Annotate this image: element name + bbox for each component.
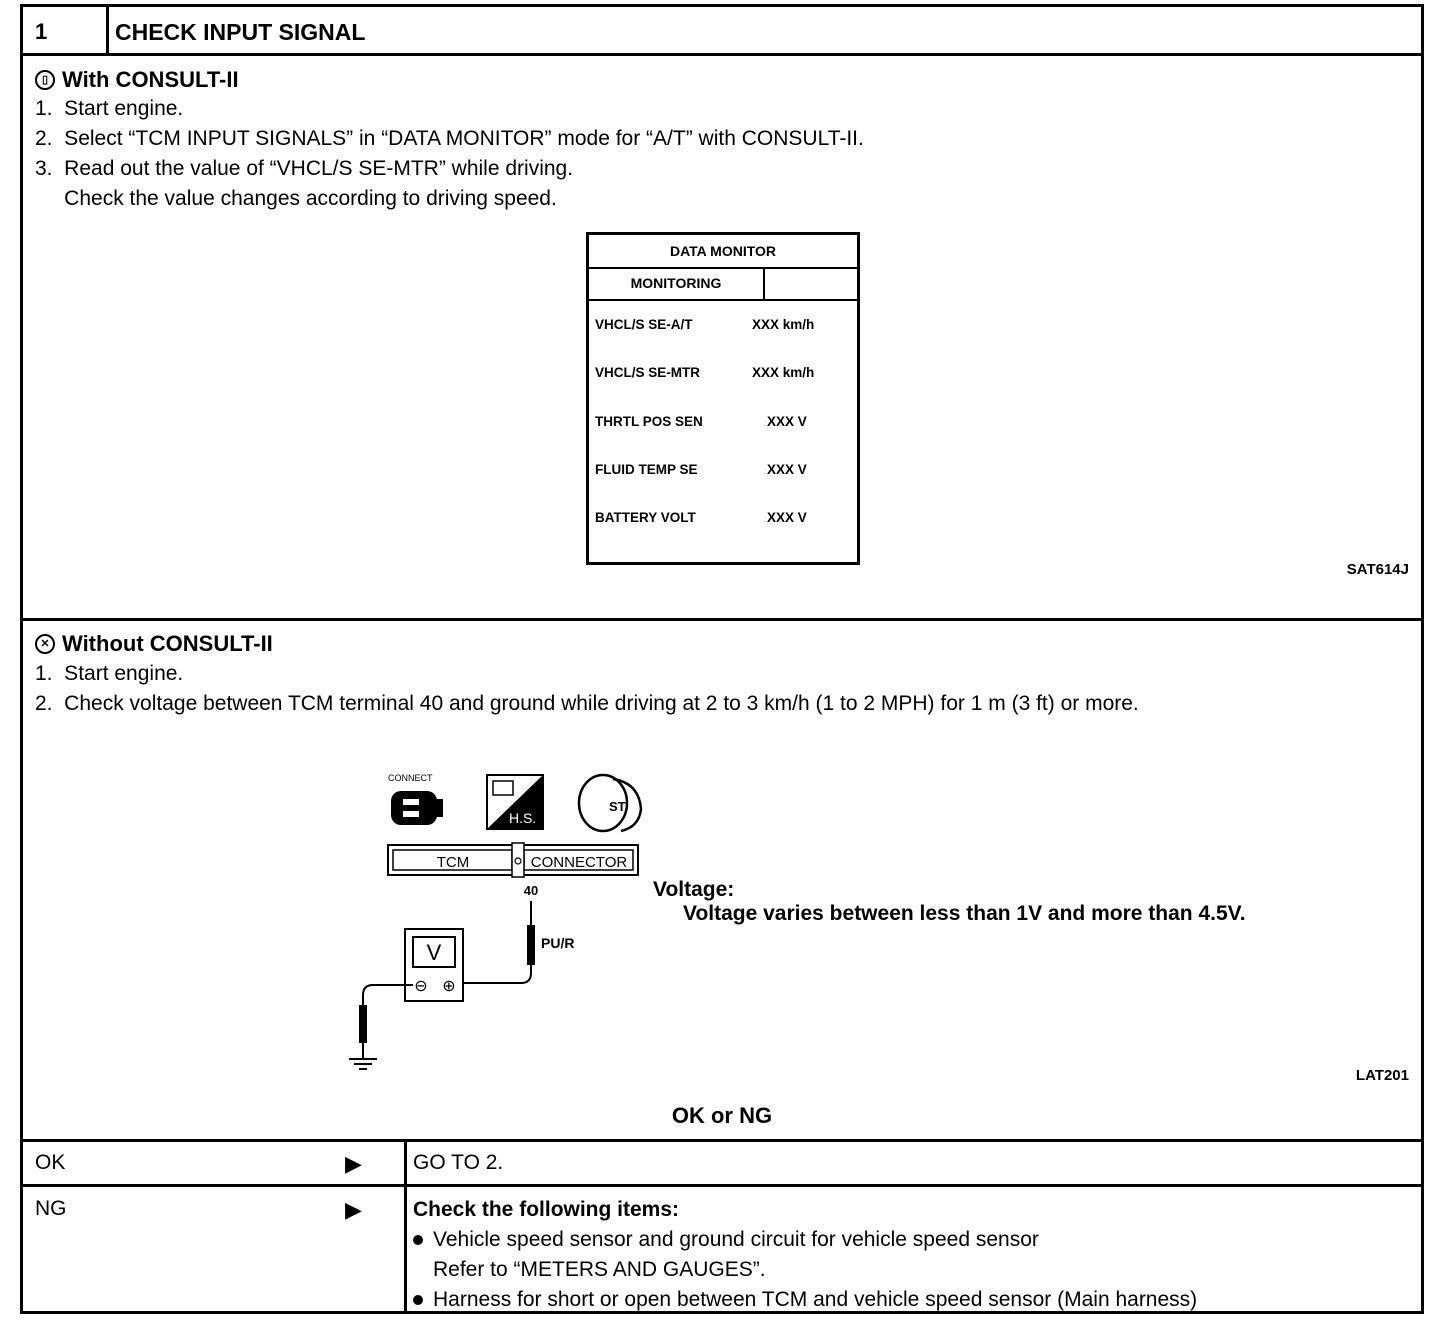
- monitor-item-value: XXX V: [767, 462, 807, 477]
- ng-title: Check the following items:: [413, 1198, 680, 1221]
- ignition-start-icon: [579, 775, 641, 831]
- ng-action: [413, 1195, 1197, 1315]
- ok-row: [23, 1139, 1421, 1187]
- voltage-label: Voltage:: [653, 878, 735, 901]
- probe-positive: [527, 925, 535, 965]
- without-consult-section: [23, 621, 1421, 1142]
- header-divider: [106, 7, 109, 53]
- without-consult-heading-text: Without CONSULT-II: [62, 631, 273, 656]
- connector-plug-icon: [391, 791, 443, 825]
- bullet-icon: [413, 1295, 423, 1305]
- hs-label: H.S.: [509, 810, 537, 826]
- data-monitor-title: DATA MONITOR: [589, 235, 857, 269]
- bullet-icon: [413, 1235, 423, 1245]
- step-line: 3. Read out the value of “VHCL/S SE-MTR” while driving.: [35, 157, 574, 180]
- with-consult-heading: [35, 67, 239, 93]
- ground-icon: [349, 1059, 377, 1069]
- monitor-item-label: VHCL/S SE-MTR: [595, 365, 701, 380]
- monitor-item-label: VHCL/S SE-A/T: [595, 317, 693, 332]
- meter-plus: ⊕: [442, 976, 456, 995]
- data-monitor-screen: [586, 232, 860, 565]
- monitor-item-label: FLUID TEMP SE: [595, 462, 698, 477]
- without-consult-heading: [35, 631, 273, 657]
- step-header: [23, 7, 1421, 56]
- ng-item-ref: Refer to “METERS AND GAUGES”.: [433, 1258, 766, 1281]
- ng-item: [413, 1285, 1197, 1315]
- arrow-right-icon: ▶: [345, 1151, 362, 1176]
- ng-item-text: Harness for short or open between TCM and vehicle speed sensor (Main harness): [433, 1288, 1198, 1311]
- monitor-item-value: XXX km/h: [752, 317, 815, 332]
- step-title: CHECK INPUT SIGNAL: [115, 19, 366, 45]
- voltage-spec: Voltage varies between less than 1V and more than 4.5V.: [683, 902, 1246, 925]
- ok-label: OK: [35, 1151, 66, 1174]
- monitor-item-label: BATTERY VOLT: [595, 510, 696, 525]
- with-consult-steps: [35, 94, 864, 214]
- with-consult-heading-text: With CONSULT-II: [62, 67, 239, 92]
- connector-label: CONNECTOR: [530, 854, 628, 871]
- monitor-item-value: XXX V: [767, 414, 807, 429]
- ok-action: GO TO 2.: [413, 1151, 504, 1174]
- figure-code: SAT614J: [1346, 561, 1409, 578]
- ng-row: [23, 1187, 1421, 1314]
- connector-pin: [512, 843, 524, 877]
- ng-item: [413, 1225, 1197, 1255]
- monitor-item-value: XXX V: [767, 510, 807, 525]
- wiring-diagram: [313, 761, 683, 1081]
- ng-label: NG: [35, 1197, 67, 1220]
- monitor-item-label: THRTL POS SEN: [595, 414, 703, 429]
- connect-label: CONNECT: [388, 773, 433, 783]
- voltmeter-icon: [405, 929, 463, 1001]
- monitor-item-value: XXX km/h: [752, 365, 815, 380]
- step-line: 1. Start engine.: [35, 97, 184, 120]
- meter-label: V: [426, 940, 442, 965]
- ng-item-text: Vehicle speed sensor and ground circuit for vehicle speed sensor: [433, 1228, 1039, 1251]
- step-number: 1: [35, 19, 48, 44]
- ok-or-ng-heading: OK or NG: [671, 1103, 773, 1128]
- step-line: 2. Select “TCM INPUT SIGNALS” in “DATA MONITOR” mode for “A/T” with CONSULT-II.: [35, 127, 864, 150]
- procedure-frame: [20, 4, 1424, 1314]
- monitoring-label: MONITORING: [589, 267, 765, 301]
- no-consult-icon: ✕: [35, 634, 55, 654]
- step-line: 2. Check voltage between TCM terminal 40 and ground while driving at 2 to 3 km/h (1 to 2 MPH) for 1 m (3 ft) or more.: [35, 692, 1139, 715]
- with-consult-section: [23, 56, 1421, 621]
- step-line: 1. Start engine.: [35, 662, 184, 685]
- figure-code: LAT201: [1355, 1067, 1409, 1084]
- monitoring-blank: [765, 267, 857, 301]
- meter-minus: ⊖: [414, 976, 428, 995]
- tcm-label: TCM: [436, 854, 470, 871]
- without-consult-steps: [35, 659, 1139, 719]
- harness-side-icon: [487, 775, 543, 829]
- step-line: Check the value changes according to driving speed.: [35, 187, 557, 210]
- terminal-number: 40: [523, 883, 539, 898]
- arrow-right-icon: ▶: [345, 1197, 362, 1222]
- wire-color-label: PU/R: [541, 935, 575, 951]
- probe-negative: [359, 1005, 367, 1043]
- consult-icon: ▯: [35, 70, 55, 90]
- st-label: ST: [609, 799, 626, 814]
